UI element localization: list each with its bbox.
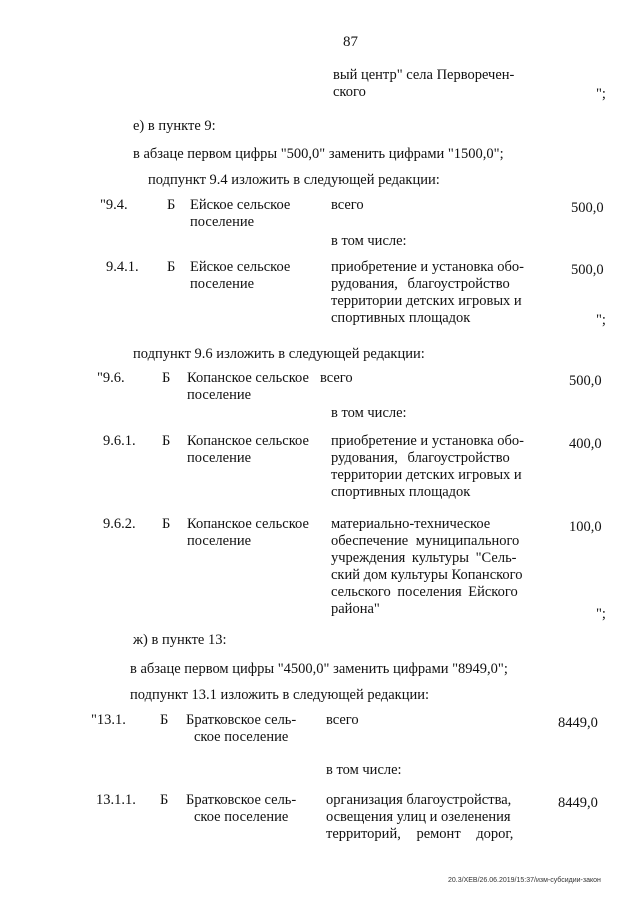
row-name-line-1: Братковское сель- bbox=[186, 792, 297, 808]
including-label: в том числе: bbox=[326, 762, 402, 778]
row-name-line-1: Копанское сельское bbox=[187, 433, 309, 449]
row-amount: 500,0 bbox=[571, 262, 604, 278]
row-number: 9.4.1. bbox=[106, 259, 139, 275]
row-letter: Б bbox=[167, 259, 176, 275]
row-number: 9.6.1. bbox=[103, 433, 136, 449]
row-number: 9.6.2. bbox=[103, 516, 136, 532]
row-amount: 100,0 bbox=[569, 519, 602, 535]
row-name-line-1: Ейское сельское bbox=[190, 197, 291, 213]
row-description: материально-техническое обеспечение муниципального учреждения культуры "Сель- ский дом культуры Копанского сельского поселения Ейского района" bbox=[331, 516, 523, 617]
including-label: в том числе: bbox=[331, 405, 407, 421]
paragraph-e: е) в пункте 9: bbox=[133, 118, 216, 134]
end-quote-mark: "; bbox=[596, 86, 606, 102]
row-name-line-2: поселение bbox=[187, 450, 252, 466]
row-name-line-2: ское поселение bbox=[194, 729, 289, 745]
row-description: всего bbox=[320, 370, 353, 386]
row-name-line-1: Копанское сельское bbox=[187, 516, 309, 532]
document-footer-code: 20.3/ХЕВ/26.06.2019/15:37/изм-субсидии-закон bbox=[448, 877, 601, 884]
row-amount: 8449,0 bbox=[558, 795, 598, 811]
continuation-line-1: вый центр" села Перворечен- bbox=[333, 67, 515, 83]
row-name-line-2: ское поселение bbox=[194, 809, 289, 825]
row-description: приобретение и установка обо- рудования, благоустройство территории детских игровых и спортивных площадок bbox=[331, 259, 524, 326]
row-amount: 500,0 bbox=[569, 373, 602, 389]
row-description: организация благоустройства, освещения улиц и озеленения территорий, ремонт дорог, bbox=[326, 792, 514, 842]
row-letter: Б bbox=[167, 197, 176, 213]
end-quote-mark: "; bbox=[596, 606, 606, 622]
subitem-13-1-intro: подпункт 13.1 изложить в следующей редакции: bbox=[130, 687, 430, 703]
row-amount: 500,0 bbox=[571, 200, 604, 216]
row-name-line-2: поселение bbox=[187, 533, 252, 549]
row-number: "9.6. bbox=[97, 370, 125, 386]
row-name-line-1: Братковское сель- bbox=[186, 712, 297, 728]
row-name-line-1: Ейское сельское bbox=[190, 259, 291, 275]
row-description: всего bbox=[331, 197, 364, 213]
row-name-line-1: Копанское сельское bbox=[187, 370, 309, 386]
including-label: в том числе: bbox=[331, 233, 407, 249]
row-number: "13.1. bbox=[91, 712, 126, 728]
row-name-line-2: поселение bbox=[190, 214, 255, 230]
paragraph-e-abzac: в абзаце первом цифры "500,0" заменить цифрами "1500,0"; bbox=[133, 146, 504, 162]
row-amount: 400,0 bbox=[569, 436, 602, 452]
row-letter: Б bbox=[160, 712, 169, 728]
row-letter: Б bbox=[162, 370, 171, 386]
page-number: 87 bbox=[343, 34, 358, 50]
row-letter: Б bbox=[162, 516, 171, 532]
row-name-line-2: поселение bbox=[187, 387, 252, 403]
paragraph-zh: ж) в пункте 13: bbox=[133, 632, 227, 648]
subitem-9-4-intro: подпункт 9.4 изложить в следующей редакции: bbox=[148, 172, 440, 188]
row-description: приобретение и установка обо- рудования, благоустройство территории детских игровых и спортивных площадок bbox=[331, 433, 524, 500]
row-number: 13.1.1. bbox=[96, 792, 136, 808]
paragraph-zh-abzac: в абзаце первом цифры "4500,0" заменить цифрами "8949,0"; bbox=[130, 661, 508, 677]
row-number: "9.4. bbox=[100, 197, 128, 213]
subitem-9-6-intro: подпункт 9.6 изложить в следующей редакции: bbox=[133, 346, 425, 362]
row-letter: Б bbox=[162, 433, 171, 449]
continuation-line-2: ского bbox=[333, 84, 366, 100]
row-amount: 8449,0 bbox=[558, 715, 598, 731]
row-letter: Б bbox=[160, 792, 169, 808]
end-quote-mark: "; bbox=[596, 312, 606, 328]
row-description: всего bbox=[326, 712, 359, 728]
row-name-line-2: поселение bbox=[190, 276, 255, 292]
